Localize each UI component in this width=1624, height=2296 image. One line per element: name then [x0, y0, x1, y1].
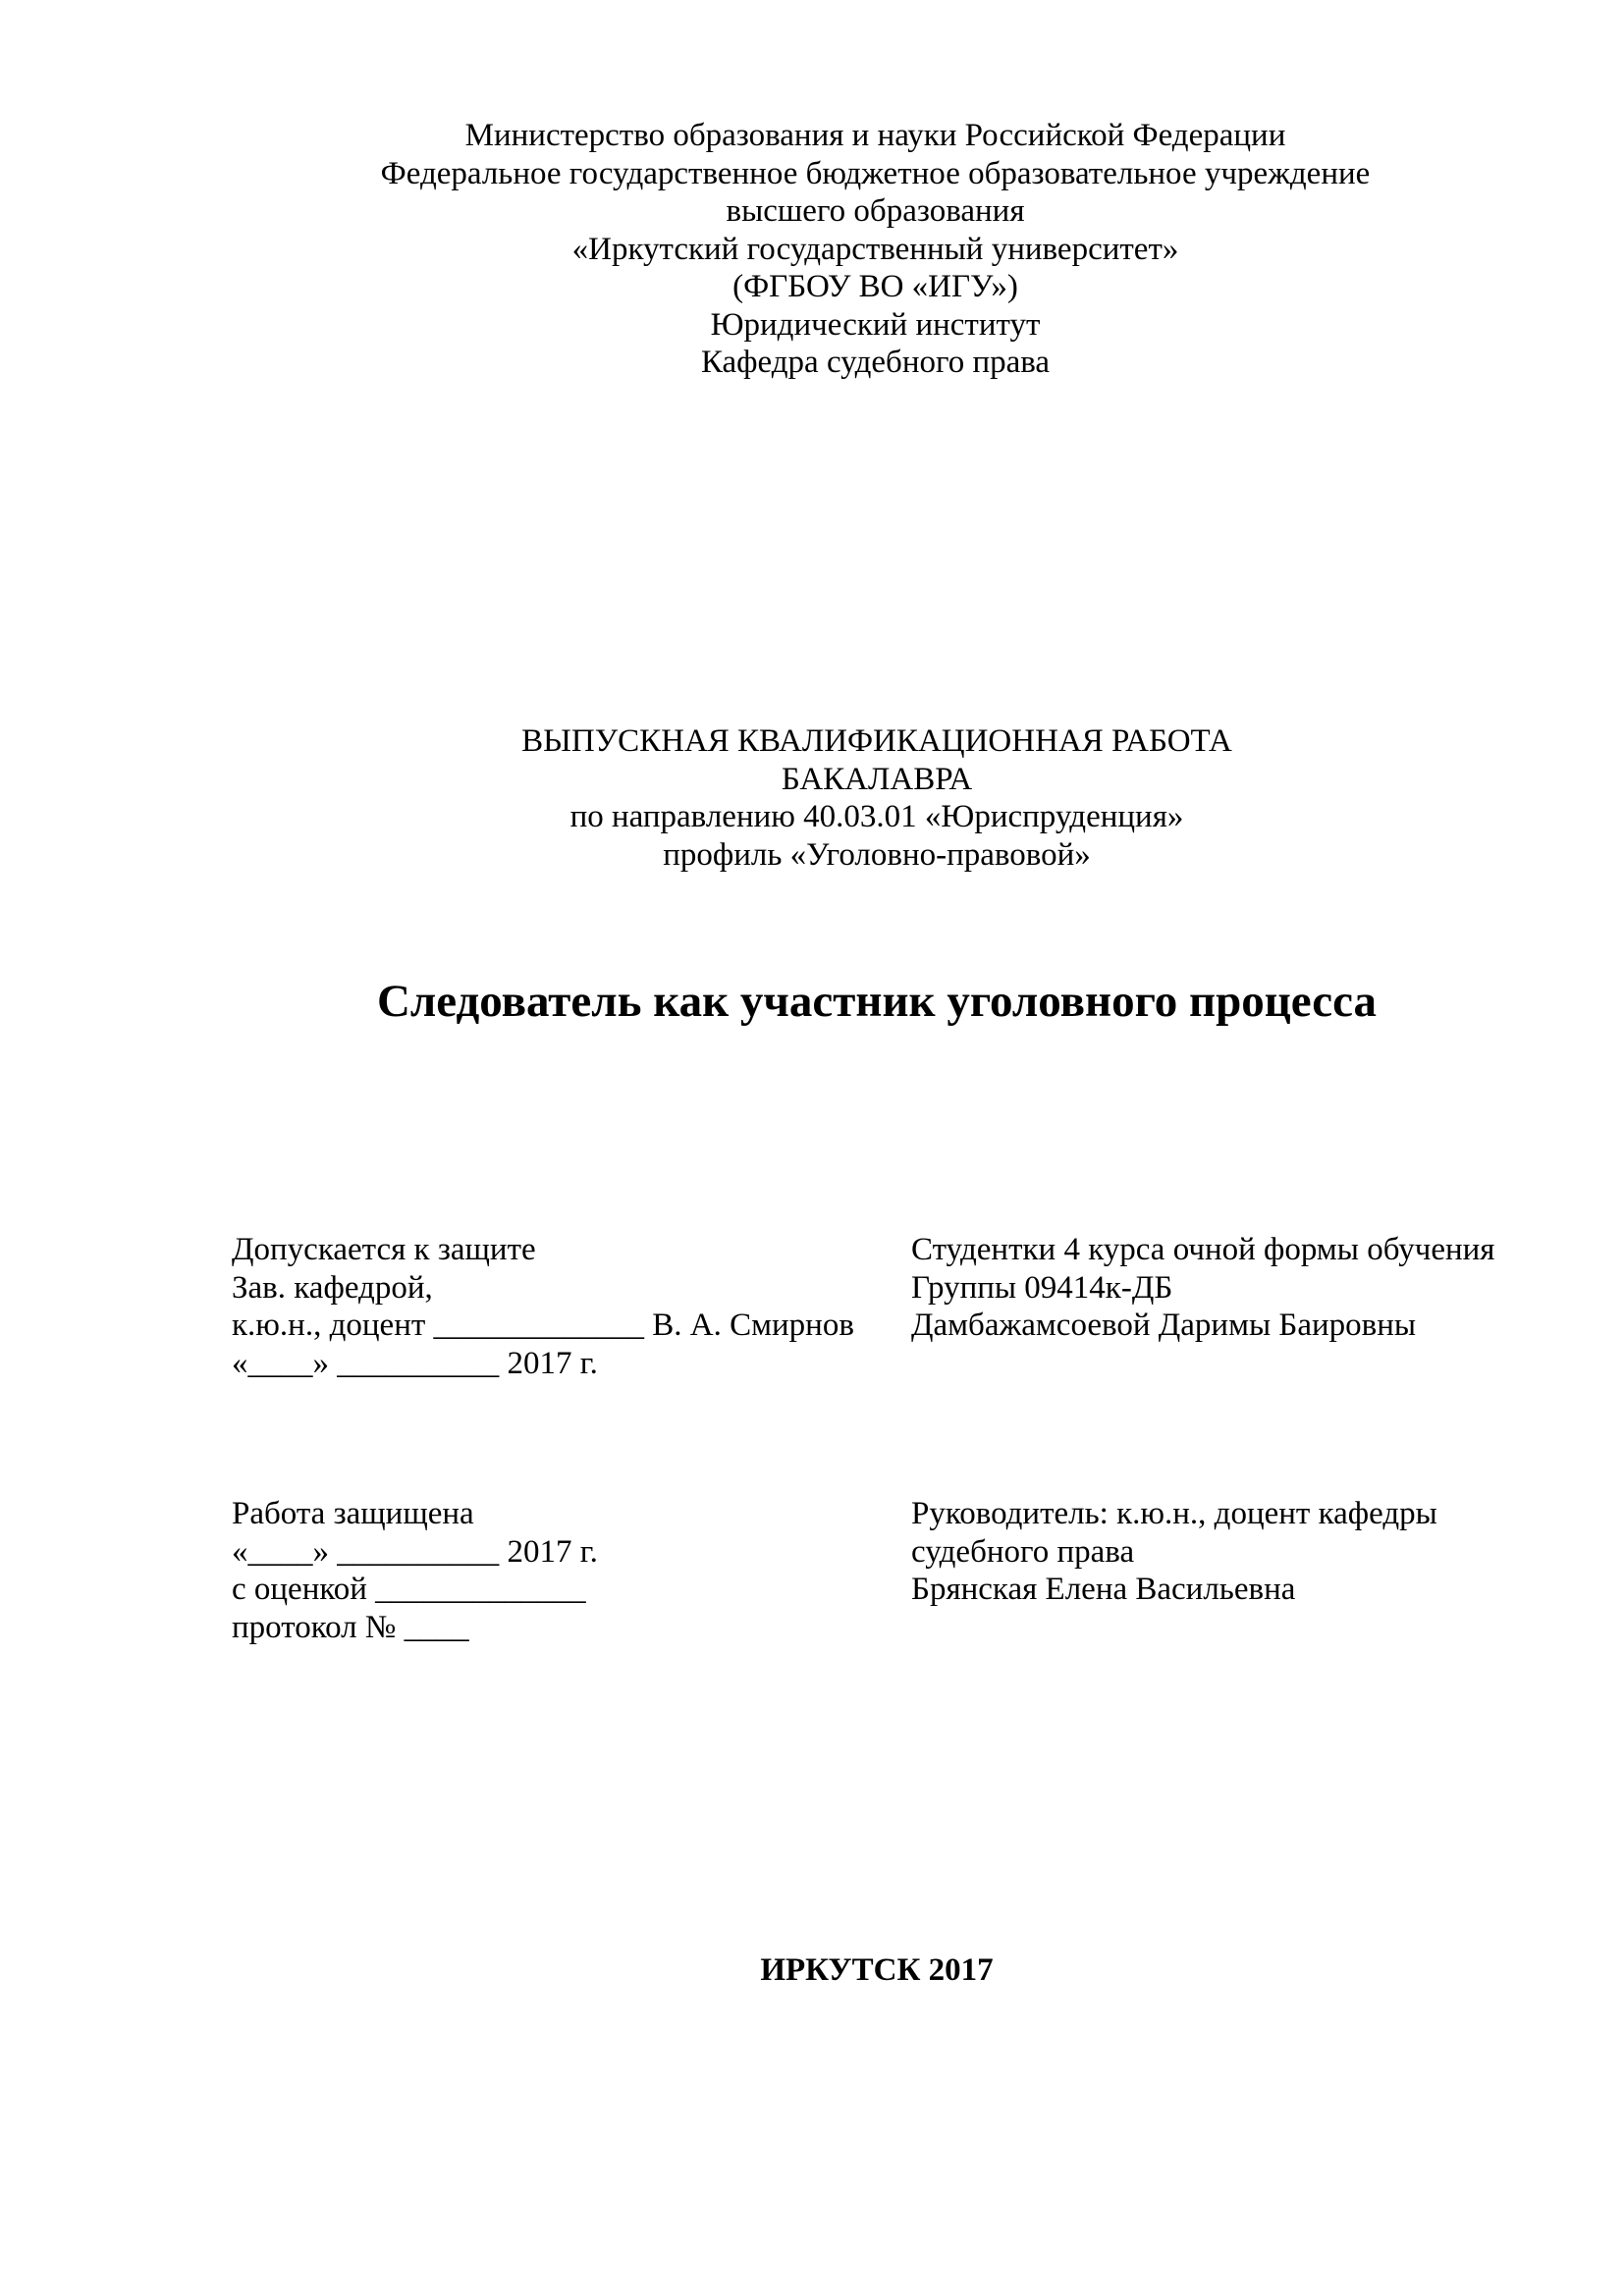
admission-block: [232, 1231, 854, 1382]
work-type-block: [0, 722, 1624, 874]
header-line-department: Кафедра судебного права: [700, 345, 1051, 380]
student-line-1: Студентки 4 курса очной формы обучения: [911, 1232, 1495, 1267]
defense-line-4: протокол № ____: [232, 1609, 469, 1645]
student-block: [911, 1231, 1494, 1345]
student-line-3: Дамбажамсоевой Даримы Баировны: [911, 1308, 1417, 1343]
header-line-university-abbr: (ФГБОУ ВО «ИГУ»): [732, 269, 1018, 304]
supervisor-line-3: Брянская Елена Васильевна: [911, 1572, 1296, 1607]
thesis-title: Следователь как участник уголовного процесса: [376, 976, 1378, 1027]
city-year: ИРКУТСК 2017: [760, 1952, 994, 1988]
supervisor-block: [911, 1495, 1437, 1609]
work-type-line-1: ВЫПУСКНАЯ КВАЛИФИКАЦИОННАЯ РАБОТА: [521, 723, 1232, 759]
header-line-ministry: Министерство образования и науки Российской Федерации: [464, 118, 1286, 153]
header-line-institute: Юридический институт: [710, 306, 1041, 343]
admission-line-3: к.ю.н., доцент _____________ В. А. Смирнов: [232, 1308, 854, 1343]
header-line-education-level: высшего образования: [726, 193, 1025, 229]
defense-line-3: с оценкой _____________: [232, 1572, 586, 1607]
header-line-institution-type: Федеральное государственное бюджетное образовательное учреждение: [380, 155, 1371, 191]
supervisor-line-2: судебного права: [911, 1533, 1135, 1570]
student-line-2: Группы 09414к-ДБ: [911, 1269, 1173, 1306]
work-type-line-2: БАКАЛАВРА: [781, 761, 973, 797]
admission-line-4: «____» __________ 2017 г.: [232, 1345, 598, 1381]
admission-line-2: Зав. кафедрой,: [232, 1269, 433, 1306]
supervisor-line-1: Руководитель: к.ю.н., доцент кафедры: [911, 1496, 1437, 1531]
defense-block: [232, 1495, 598, 1646]
admission-line-1: Допускается к защите: [232, 1232, 536, 1267]
defense-line-2: «____» __________ 2017 г.: [232, 1533, 598, 1570]
header-line-university-name: «Иркутский государственный университет»: [571, 231, 1179, 267]
defense-line-1: Работа защищена: [232, 1496, 474, 1531]
work-profile-line: профиль «Уголовно-правовой»: [663, 836, 1091, 873]
institution-header: [0, 117, 1624, 382]
work-direction-line: по направлению 40.03.01 «Юриспруденция»: [569, 799, 1184, 834]
